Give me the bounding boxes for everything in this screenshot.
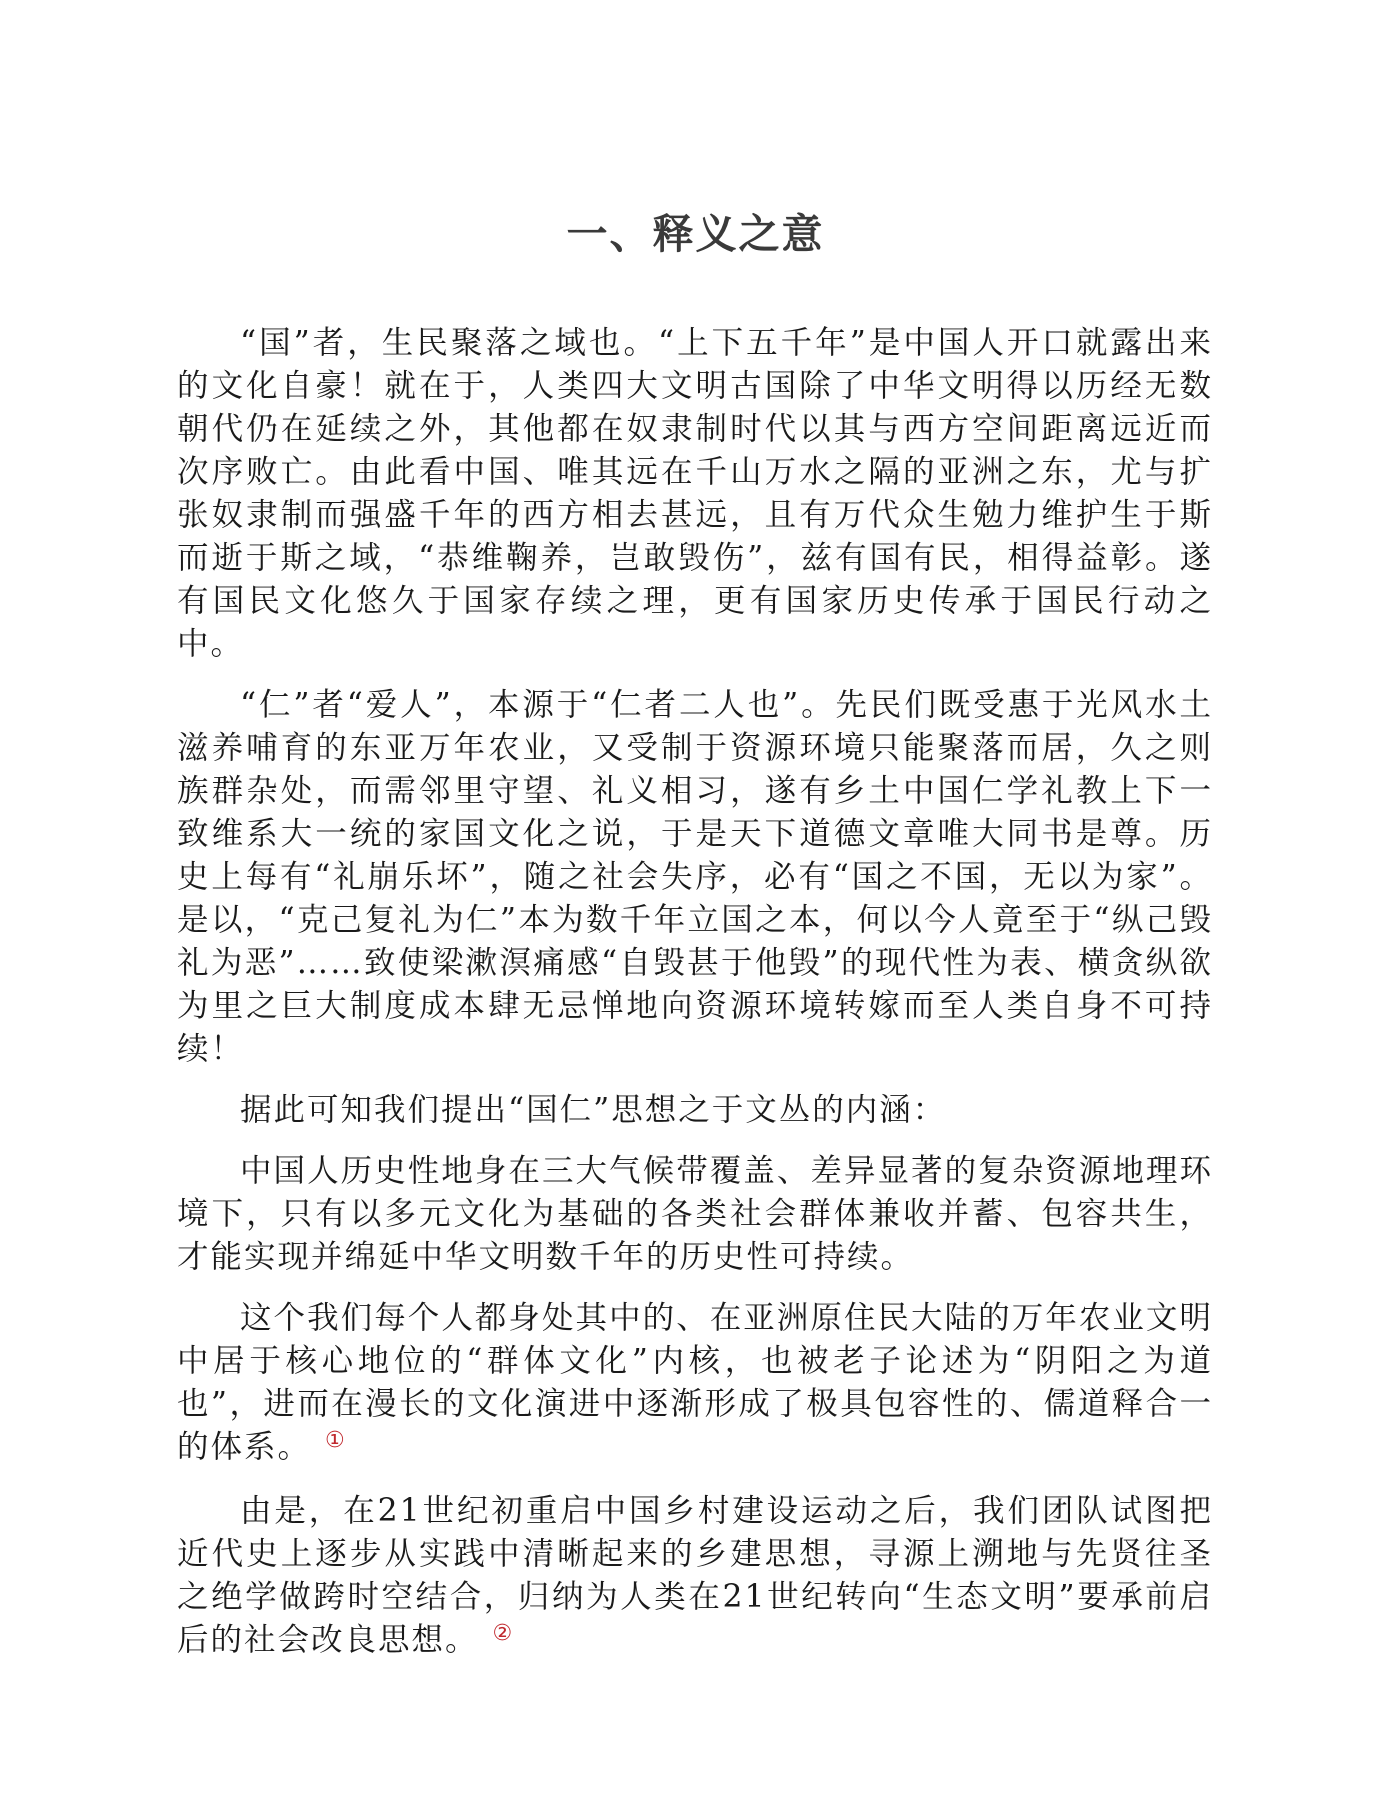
paragraph xyxy=(177,1297,1213,1472)
paragraph-text: “国”者，生民聚落之域也。“上下五千年”是中国人开口就露出来的文化自豪！就在于，人类四大文明古国除了中华文明得以历经无数朝代仍在延续之外，其他都在奴隶制时代以其与西方空间距离远近而次序败亡。由此看中国、唯其远在千山万水之隔的亚洲之东，尤与扩张奴隶制而强盛千年的西方相去甚远，且有万代众生勉力维护生于斯而逝于斯之域，“恭维鞠养，岂敢毁伤”，兹有国有民，相得益彰。遂有国民文化悠久于国家存续之理，更有国家历史传承于国民行动之中。 xyxy=(177,325,1213,662)
paragraph-text: 这个我们每个人都身处其中的、在亚洲原住民大陆的万年农业文明中居于核心地位的“群体文化”内核，也被老子论述为“阴阳之为道也”，进而在漫长的文化演进中逐渐形成了极具包容性的、儒道释合一的体系。 xyxy=(177,1300,1213,1465)
paragraph xyxy=(177,1089,1213,1132)
section-heading: 一、释义之意 xyxy=(566,211,825,257)
paragraph-text: 由是，在21世纪初重启中国乡村建设运动之后，我们团队试图把近代史上逐步从实践中清晰起来的乡建思想，寻源上溯地与先贤往圣之绝学做跨时空结合，归纳为人类在21世纪转向“生态文明”要承前启后的社会改良思想。 xyxy=(177,1493,1213,1658)
paragraph xyxy=(177,684,1213,1071)
paragraph-text: 中国人历史性地身在三大气候带覆盖、差异显著的复杂资源地理环境下，只有以多元文化为基础的各类社会群体兼收并蓄、包容共生，才能实现并绵延中华文明数千年的历史性可持续。 xyxy=(177,1153,1213,1275)
paragraph xyxy=(177,1490,1213,1665)
paragraph xyxy=(177,1150,1213,1279)
paragraph-text: 据此可知我们提出“国仁”思想之于文丛的内涵： xyxy=(240,1092,947,1128)
paragraph xyxy=(177,322,1213,666)
paragraph-text: “仁”者“爱人”，本源于“仁者二人也”。先民们既受惠于光风水土滋养哺育的东亚万年农业，又受制于资源环境只能聚落而居，久之则族群杂处，而需邻里守望、礼义相习，遂有乡土中国仁学礼教上下一致维系大一统的家国文化之说，于是天下道德文章唯大同书是尊。历史上每有“礼崩乐坏”，随之社会失序，必有“国之不国，无以为家”。是以，“克己复礼为仁”本为数千年立国之本，何以今人竟至于“纵己毁礼为恶”……致使梁漱溟痛感“自毁甚于他毁”的现代性为表、横贪纵欲为里之巨大制度成本肆无忌惮地向资源环境转嫁而至人类自身不可持续！ xyxy=(177,687,1213,1067)
footnote-marker[interactable]: ② xyxy=(492,1621,513,1646)
footnote-marker[interactable]: ① xyxy=(325,1428,345,1453)
body-text xyxy=(177,322,1213,1683)
